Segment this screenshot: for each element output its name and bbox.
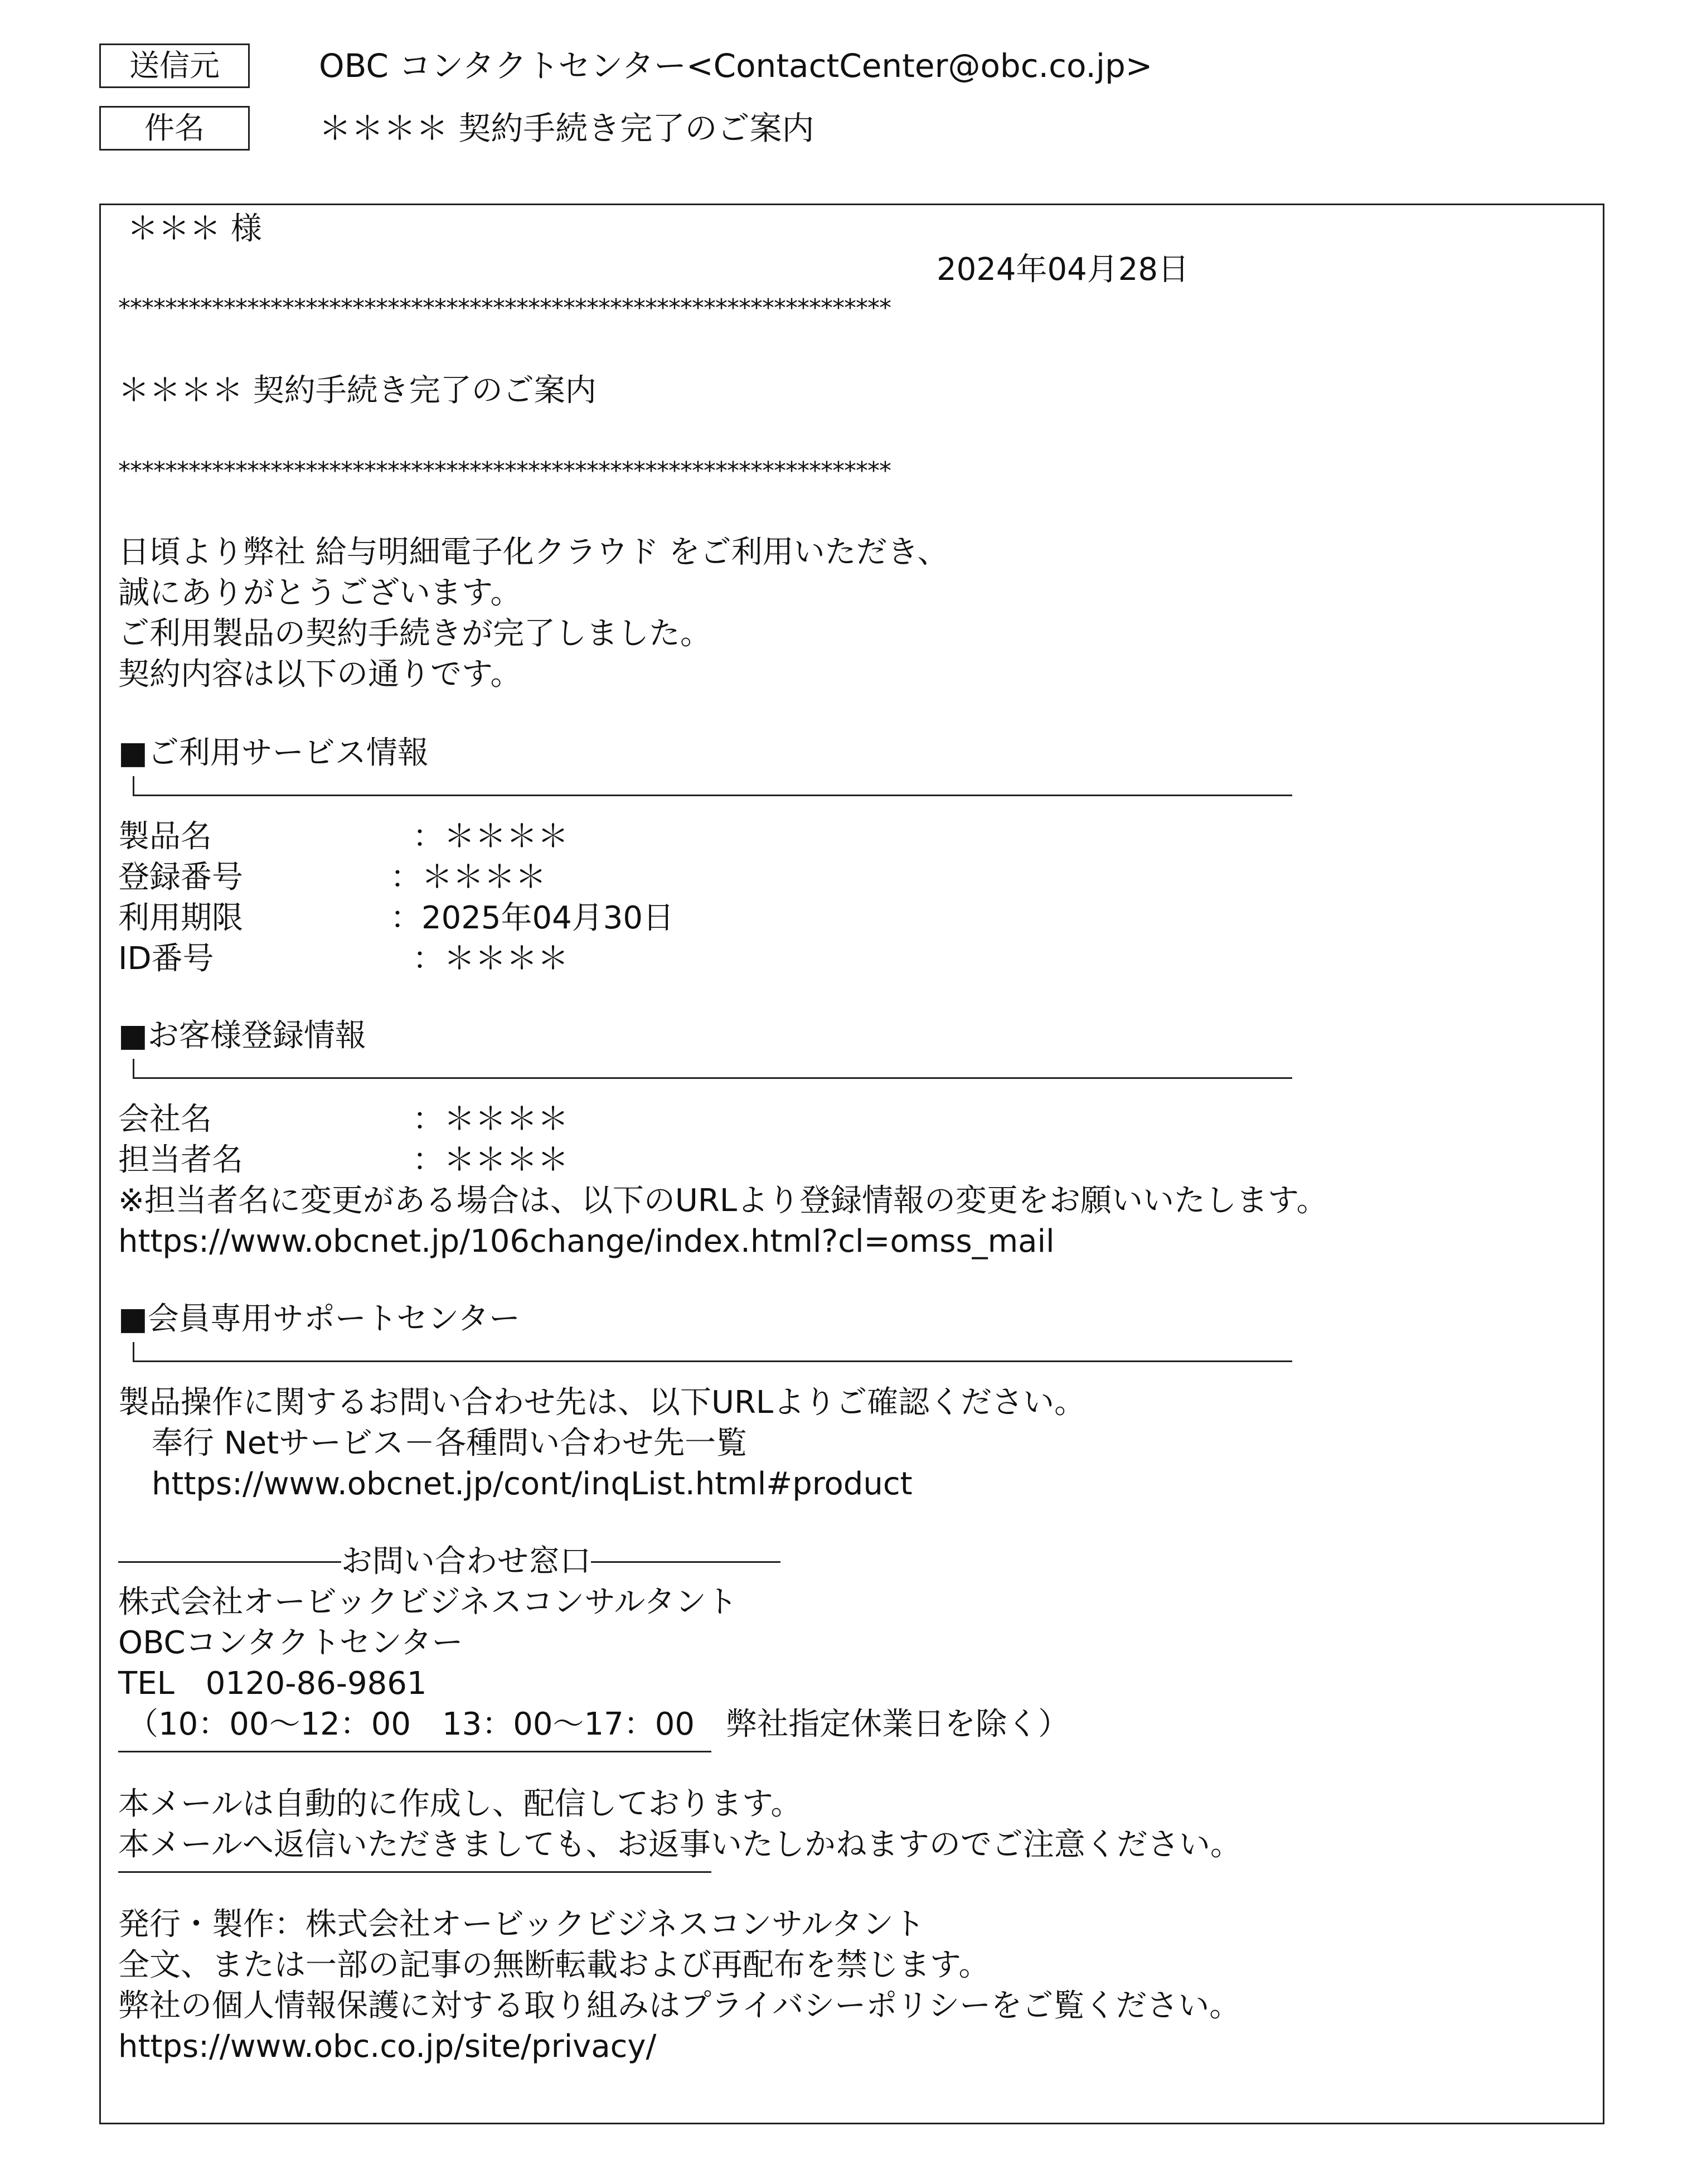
inquiry-list-title: 奉行 Netサービス－各種問い合わせ先一覧 (152, 1425, 748, 1461)
company-name: 株式会社オービックビジネスコンサルタント (118, 1584, 738, 1620)
footer-line: 弊社の個人情報保護に対する取り組みはプライバシーポリシーをご覧ください。 (118, 1988, 1241, 2024)
section-underline (133, 1342, 1292, 1362)
divider (591, 1561, 780, 1563)
intro-line: ご利用製品の契約手続きが完了しました。 (118, 616, 711, 652)
contact-window-title (118, 1542, 843, 1582)
customer-heading: ■お客様登録情報 (118, 1018, 366, 1054)
field-label: 製品名 (118, 819, 212, 855)
subject-text: ＊＊＊＊ 契約手続き完了のご案内 (319, 109, 814, 147)
intro-line: 日頃より弊社 給与明細電子化クラウド をご利用いただき、 (118, 534, 949, 570)
divider (118, 1871, 711, 1873)
field-row (118, 1100, 899, 1140)
field-label: ID番号 (118, 941, 214, 977)
field-value: ：＊＊＊＊ (413, 819, 569, 855)
field-row (118, 858, 899, 898)
field-value: ：＊＊＊＊ (413, 941, 569, 977)
email-title: ＊＊＊＊ 契約手続き完了のご案内 (118, 372, 597, 409)
from-address: OBC コンタクトセンター<ContactCenter@obc.co.jp> (319, 47, 1153, 85)
field-label: 登録番号 (118, 859, 243, 895)
field-row (118, 1140, 899, 1180)
change-url-link[interactable]: https://www.obcnet.jp/106change/index.html?cl=omss_mail (118, 1223, 1055, 1260)
field-label: 会社名 (118, 1101, 212, 1137)
notice-line: 本メールへ返信いただきましても、お返事いたしかねますのでご注意ください。 (118, 1827, 1242, 1863)
field-value: ：＊＊＊＊ (413, 1101, 569, 1137)
section-underline (133, 776, 1292, 796)
contact-change-note: ※担当者名に変更がある場合は、以下のURLより登録情報の変更をお願いいたします。 (118, 1183, 1328, 1219)
divider (118, 1751, 711, 1752)
star-divider: ****************************************************************** (118, 294, 891, 322)
divider (118, 1561, 341, 1563)
field-value: ：2025年04月30日 (390, 900, 675, 936)
from-label: 送信元 (99, 43, 250, 88)
intro-line: 誠にありがとうございます。 (118, 575, 522, 611)
support-heading: ■会員専用サポートセンター (118, 1301, 520, 1337)
email-date: 2024年04月28日 (937, 251, 1190, 288)
inquiry-list-link[interactable]: https://www.obcnet.jp/cont/inqList.html#product (152, 1466, 913, 1502)
field-row (118, 898, 899, 938)
field-label: 利用期限 (118, 900, 243, 936)
service-heading: ■ご利用サービス情報 (118, 735, 429, 771)
contact-window-label: お問い合わせ窓口 (341, 1543, 591, 1580)
star-divider: ****************************************************************** (118, 457, 891, 485)
privacy-policy-link[interactable]: https://www.obc.co.jp/site/privacy/ (118, 2028, 657, 2065)
field-value: ：＊＊＊＊ (413, 1142, 569, 1178)
contact-phone: TEL 0120-86-9861 (118, 1665, 427, 1702)
salutation: ＊＊＊ 様 (127, 211, 262, 247)
notice-line: 本メールは自動的に作成し、配信しております。 (118, 1786, 802, 1822)
contact-center-name: OBCコンタクトセンター (118, 1625, 463, 1661)
field-value: ：＊＊＊＊ (390, 859, 546, 895)
footer-line: 発行・製作：株式会社オービックビジネスコンサルタント (118, 1906, 925, 1943)
field-row (118, 817, 899, 857)
field-row (118, 939, 899, 979)
field-label: 担当者名 (118, 1142, 243, 1178)
subject-label: 件名 (99, 106, 250, 151)
section-underline (133, 1059, 1292, 1079)
intro-line: 契約内容は以下の通りです。 (118, 656, 522, 693)
support-text: 製品操作に関するお問い合わせ先は、以下URLよりご確認ください。 (118, 1384, 1086, 1421)
footer-line: 全文、または一部の記事の無断転載および再配布を禁じます。 (118, 1947, 990, 1983)
contact-hours: （10：00～12：00 13：00～17：00 弊社指定休業日を除く） (127, 1706, 1070, 1742)
